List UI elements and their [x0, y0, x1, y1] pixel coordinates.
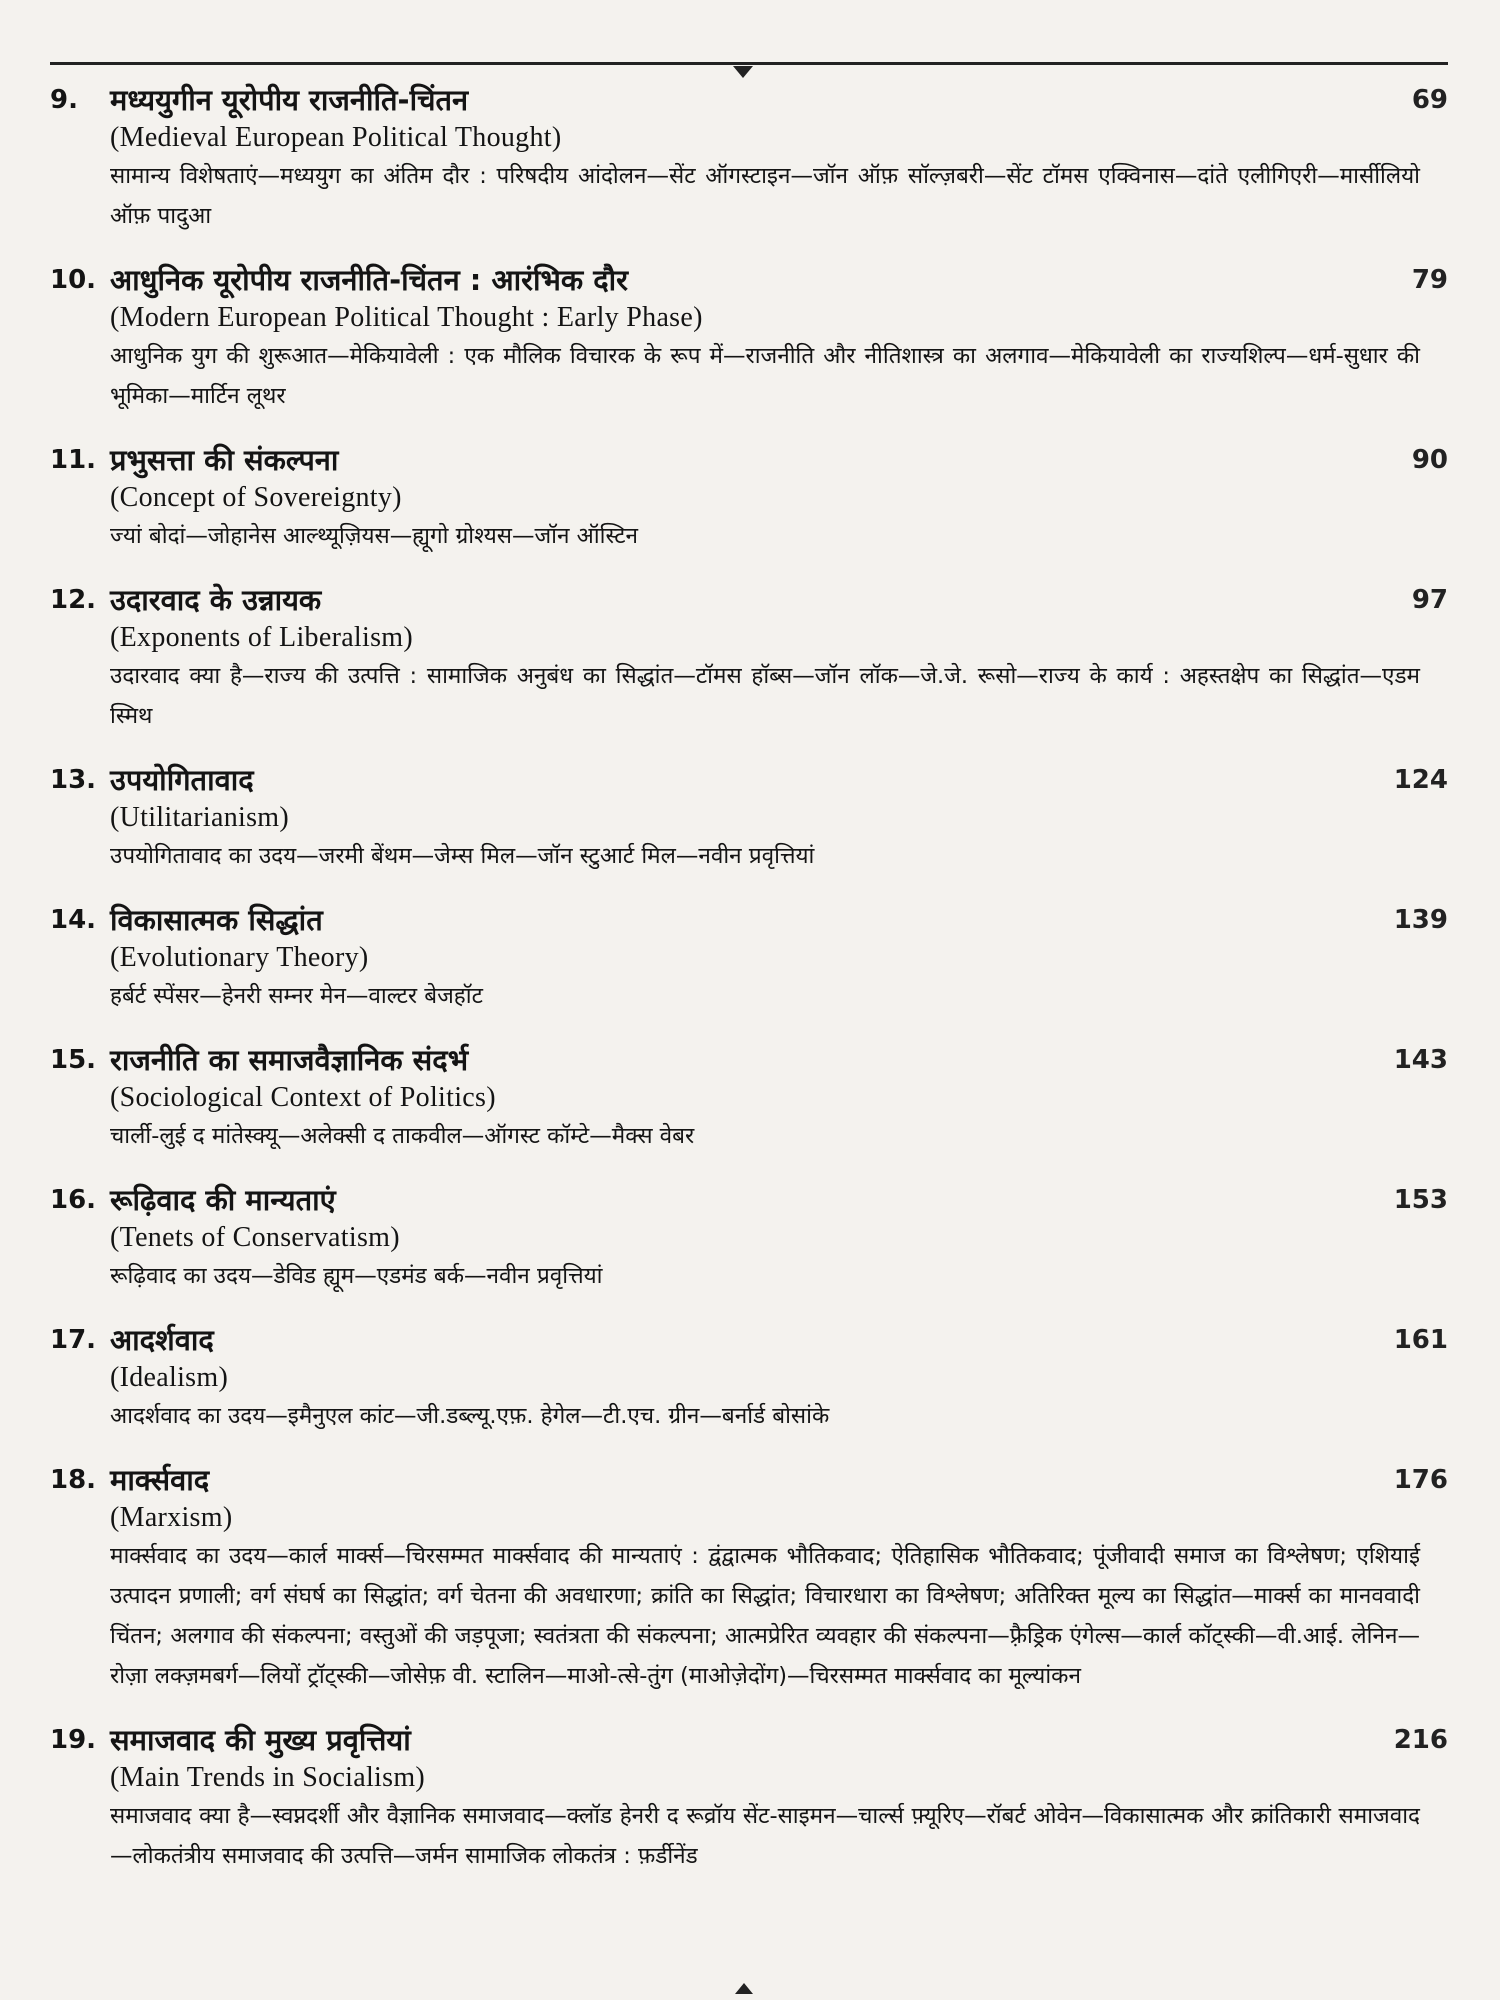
- chapter-title: आदर्शवाद: [110, 1323, 214, 1357]
- page-number: 79: [1411, 265, 1448, 295]
- chapter-title: मार्क्सवाद: [110, 1463, 210, 1497]
- page-number: 124: [1393, 765, 1448, 795]
- toc-entry-12: [0, 580, 1500, 736]
- toc-entry-15: [0, 1040, 1500, 1156]
- chapter-subtitle: (Tenets of Conservatism): [110, 1222, 400, 1253]
- chapter-subtitle: (Sociological Context of Politics): [110, 1082, 496, 1113]
- chapter-subtitle: (Utilitarianism): [110, 802, 289, 833]
- page-number: 143: [1393, 1045, 1448, 1075]
- toc-entry-16: [0, 1180, 1500, 1296]
- top-triangle-marker: [733, 66, 753, 78]
- chapter-description: रूढ़िवाद का उदय—डेविड ह्यूम—एडमंड बर्क—नवीन प्रवृत्तियां: [110, 1263, 603, 1289]
- chapter-number: 10.: [50, 265, 97, 295]
- chapter-description: उपयोगितावाद का उदय—जरमी बेंथम—जेम्स मिल—जॉन स्टुआर्ट मिल—नवीन प्रवृत्तियां: [110, 843, 815, 869]
- chapter-title: उदारवाद के उन्नायक: [110, 583, 322, 617]
- chapter-title: मध्ययुगीन यूरोपीय राजनीति-चिंतन: [110, 83, 469, 117]
- page-number: 216: [1393, 1725, 1448, 1755]
- chapter-description: समाजवाद क्या है—स्वप्नदर्शी और वैज्ञानिक समाजवाद—क्लॉड हेनरी द रूव्रॉय सेंट-साइमन—चार्ल्स फ़्यूरिए—रॉबर्ट ओवेन—विकासात्मक और क्रांतिकारी समाजवाद—लोकतंत्रीय समाजवाद की उत्पत्ति—जर्मन सामाजिक लोकतंत्र : फ़र्डीनेंड: [110, 1803, 1420, 1869]
- toc-entry-18: [0, 1460, 1500, 1696]
- chapter-subtitle: (Idealism): [110, 1362, 229, 1393]
- chapter-number: 9.: [50, 85, 78, 115]
- chapter-number: 12.: [50, 585, 97, 615]
- chapter-description: ज्यां बोदां—जोहानेस आल्थ्यूज़ियस—ह्यूगो ग्रोश्यस—जॉन ऑस्टिन: [110, 523, 639, 549]
- chapter-subtitle: (Marxism): [110, 1502, 233, 1533]
- page-number: 90: [1411, 445, 1448, 475]
- page-number: 153: [1393, 1185, 1448, 1215]
- toc-entry-13: [0, 760, 1500, 876]
- bottom-triangle-marker: [735, 1983, 753, 1994]
- chapter-title: विकासात्मक सिद्धांत: [110, 903, 323, 937]
- toc-entry-19: [0, 1720, 1500, 1876]
- page-number: 139: [1393, 905, 1448, 935]
- chapter-title: आधुनिक यूरोपीय राजनीति-चिंतन : आरंभिक दौर: [110, 263, 628, 297]
- toc-entry-11: [0, 440, 1500, 556]
- toc-entry-14: [0, 900, 1500, 1016]
- chapter-subtitle: (Main Trends in Socialism): [110, 1762, 426, 1793]
- chapter-number: 18.: [50, 1465, 97, 1495]
- page-number: 69: [1411, 85, 1448, 115]
- chapter-description: हर्बर्ट स्पेंसर—हेनरी सम्नर मेन—वाल्टर बेजहॉट: [110, 983, 483, 1009]
- chapter-subtitle: (Exponents of Liberalism): [110, 622, 413, 653]
- chapter-description: चार्ली-लुई द मांतेस्क्यू—अलेक्सी द ताकवील—ऑगस्ट कॉम्टे—मैक्स वेबर: [110, 1123, 695, 1149]
- page-number: 176: [1393, 1465, 1448, 1495]
- chapter-number: 19.: [50, 1725, 97, 1755]
- chapter-subtitle: (Concept of Sovereignty): [110, 482, 402, 513]
- chapter-title: प्रभुसत्ता की संकल्पना: [110, 443, 339, 477]
- page-number: 161: [1393, 1325, 1448, 1355]
- chapter-number: 17.: [50, 1325, 97, 1355]
- chapter-title: रूढ़िवाद की मान्यताएं: [110, 1183, 336, 1217]
- chapter-description: आदर्शवाद का उदय—इमैनुएल कांट—जी.डब्ल्यू.एफ़. हेगेल—टी.एच. ग्रीन—बर्नार्ड बोसांके: [110, 1403, 830, 1429]
- chapter-number: 16.: [50, 1185, 97, 1215]
- chapter-number: 13.: [50, 765, 97, 795]
- toc-entry-17: [0, 1320, 1500, 1436]
- toc-entry-9: [0, 80, 1500, 236]
- top-rule: [50, 62, 1448, 65]
- chapter-subtitle: (Evolutionary Theory): [110, 942, 369, 973]
- chapter-subtitle: (Medieval European Political Thought): [110, 122, 562, 153]
- page-number: 97: [1411, 585, 1448, 615]
- chapter-description: सामान्य विशेषताएं—मध्ययुग का अंतिम दौर : परिषदीय आंदोलन—सेंट ऑगस्टाइन—जॉन ऑफ़ सॉल्ज़बरी—सेंट टॉमस एक्विनास—दांते एलीगिएरी—मार्सीलियो ऑफ़ पादुआ: [110, 163, 1420, 229]
- chapter-title: राजनीति का समाजवैज्ञानिक संदर्भ: [110, 1043, 469, 1077]
- chapter-title: समाजवाद की मुख्य प्रवृत्तियां: [110, 1723, 411, 1757]
- table-of-contents: [0, 80, 1500, 1876]
- toc-entry-10: [0, 260, 1500, 416]
- chapter-number: 15.: [50, 1045, 97, 1075]
- chapter-description: आधुनिक युग की शुरूआत—मेकियावेली : एक मौलिक विचारक के रूप में—राजनीति और नीतिशास्त्र का अलगाव—मेकियावेली का राज्यशिल्प—धर्म-सुधार की भूमिका—मार्टिन लूथर: [110, 343, 1420, 409]
- chapter-title: उपयोगितावाद: [110, 763, 254, 797]
- chapter-number: 14.: [50, 905, 97, 935]
- chapter-description: उदारवाद क्या है—राज्य की उत्पत्ति : सामाजिक अनुबंध का सिद्धांत—टॉमस हॉब्स—जॉन लॉक—जे.जे. रूसो—राज्य के कार्य : अहस्तक्षेप का सिद्धांत—एडम स्मिथ: [110, 663, 1420, 729]
- chapter-number: 11.: [50, 445, 97, 475]
- chapter-subtitle: (Modern European Political Thought : Early Phase): [110, 302, 703, 333]
- chapter-description: मार्क्सवाद का उदय—कार्ल मार्क्स—चिरसम्मत मार्क्सवाद की मान्यताएं : द्वंद्वात्मक भौतिकवाद; ऐतिहासिक भौतिकवाद; पूंजीवादी समाज का विश्लेषण; एशियाई उत्पादन प्रणाली; वर्ग संघर्ष का सिद्धांत; वर्ग चेतना की अवधारणा; क्रांति का सिद्धांत; विचारधारा का विश्लेषण; अतिरिक्त मूल्य का सिद्धांत—मार्क्स का मानववादी चिंतन; अलगाव की संकल्पना; वस्तुओं की जड़पूजा; स्वतंत्रता की संकल्पना; आत्मप्रेरित व्यवहार की संकल्पना—फ़्रैड्रिक एंगेल्स—कार्ल कॉट्स्की—वी.आई. लेनिन—रोज़ा लक्ज़मबर्ग—लियों ट्रॉट्स्की—जोसेफ़ वी. स्टालिन—माओ-त्से-तुंग (माओज़ेदोंग)—चिरसम्मत मार्क्सवाद का मूल्यांकन: [110, 1543, 1420, 1689]
